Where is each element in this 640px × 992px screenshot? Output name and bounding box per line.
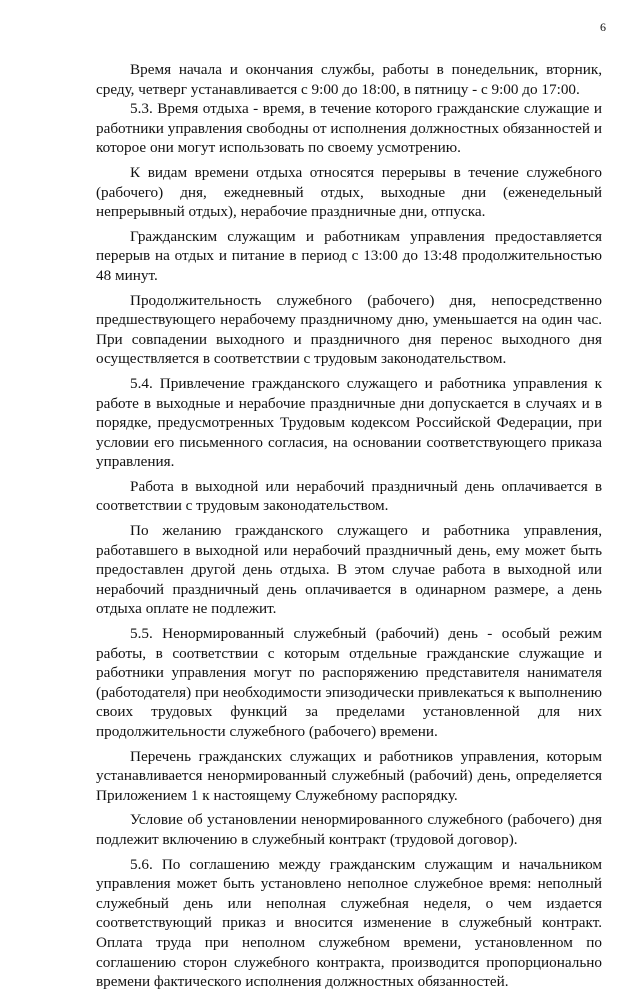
- paragraph-5-3-rest-time: 5.3. Время отдыха - время, в течение которого гражданские служащие и работники управления свободны от исполнения должностных обязанностей и которое они могут использовать по своему усмотрению.: [96, 100, 602, 157]
- paragraph-work-hours: Время начала и окончания службы, работы в понедельник, вторник, среду, четверг устанавливается с 9:00 до 18:00, в пятницу - с 9:00 до 17:00.: [96, 61, 602, 98]
- paragraph-weekend-pay: Работа в выходной или нерабочий праздничный день оплачивается в соответствии с трудовым законодательством.: [96, 477, 602, 515]
- paragraph-lunch-break: Гражданским служащим и работникам управления предоставляется перерыв на отдых и питание в период с 13:00 до 13:48 продолжительностью 48 минут.: [96, 227, 602, 284]
- paragraph-day-off: По желанию гражданского служащего и работника управления, работавшего в выходной или нерабочий праздничный день, ему может быть предоставлен другой день отдыха. В этом случае работа в выходной или нерабочий праздничный день оплачивается в одинарном размере, а день отдыха оплате не подлежит.: [96, 522, 602, 618]
- paragraph-5-5-irregular-day: 5.5. Ненормированный служебный (рабочий) день - особый режим работы, в соответствии с которым отдельные гражданские служащие и работники управления могут по распоряжению представителя нанимателя (работодателя) при необходимости эпизодически привлекаться к выполнению своих трудовых функций за пределами установленной для них продолжительности служебного (рабочего) времени.: [96, 625, 602, 740]
- paragraph-irregular-contract: Условие об установлении ненормированного служебного (рабочего) дня подлежит включению в служебный контракт (трудовой договор).: [96, 811, 602, 848]
- paragraph-5-4-weekend-work: 5.4. Привлечение гражданского служащего и работника управления к работе в выходные и нерабочие праздничные дни допускается в случаях и в порядке, предусмотренных Трудовым кодексом Российской Федерации, при условии его письменного согласия, на основании соответствующего приказа управления.: [96, 374, 602, 471]
- paragraph-5-6-part-time: 5.6. По соглашению между гражданским служащим и начальником управления может быть установлено неполное служебное время: неполный служебный день или неполная служебная неделя, о чем издается соответствующий приказ и вносится изменение в служебный контракт. Оплата труда при неполном служебном времени, установленном по соглашению сторон служебного контракта, производится пропорционально времени фактического исполнения должностных обязанностей.: [96, 855, 602, 991]
- page-number: 6: [600, 20, 606, 34]
- document-body: [96, 60, 602, 992]
- paragraph-rest-types: К видам времени отдыха относятся перерывы в течение служебного (рабочего) дня, ежедневный отдых, выходные дни (еженедельный непрерывный отдых), нерабочие праздничные дни, отпуска.: [96, 163, 602, 221]
- paragraph-irregular-list: Перечень гражданских служащих и работников управления, которым устанавливается ненормированный служебный (рабочий) день, определяется Приложением 1 к настоящему Служебному распорядку.: [96, 747, 602, 804]
- paragraph-pre-holiday-day: Продолжительность служебного (рабочего) дня, непосредственно предшествующего нерабочему праздничному дню, уменьшается на один час. При совпадении выходного и праздничного дня перенос выходного дня осуществляется в соответствии с трудовым законодательством.: [96, 291, 602, 368]
